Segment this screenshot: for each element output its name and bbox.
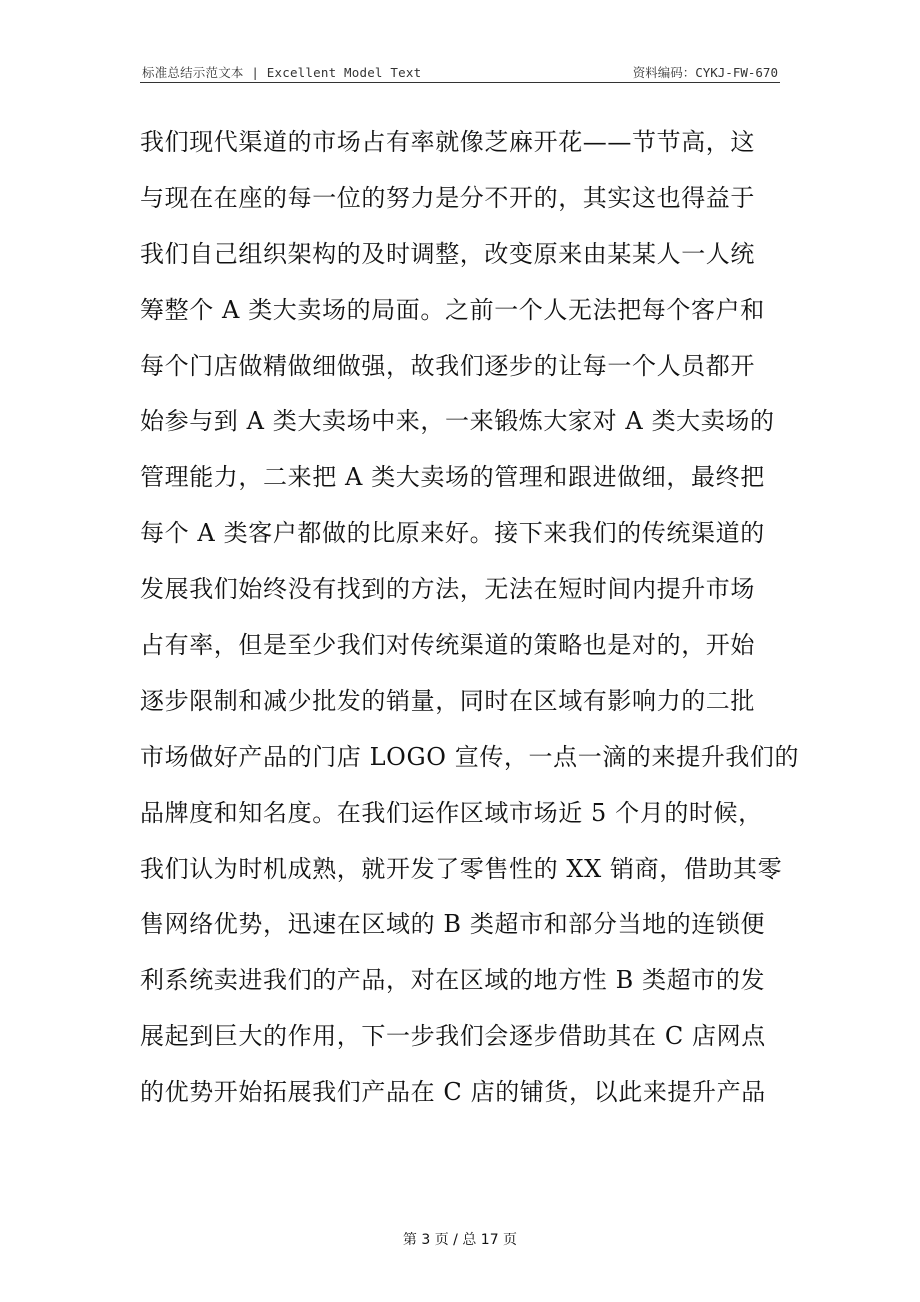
text-line: 我们自己组织架构的及时调整，改变原来由某某人一人统 (140, 239, 755, 268)
text-line: 与现在在座的每一位的努力是分不开的，其实这也得益于 (140, 183, 755, 212)
text-line: 品牌度和知名度。在我们运作区域市场近 5 个月的时候， (140, 798, 763, 827)
body-paragraph (140, 120, 800, 1126)
text-line: 市场做好产品的门店 LOGO 宣传，一点一滴的来提升我们的 (140, 742, 800, 771)
text-line: 占有率，但是至少我们对传统渠道的策略也是对的，开始 (140, 631, 755, 660)
text-line: 利系统卖进我们的产品，对在区域的地方性 B 类超市的发 (140, 966, 766, 995)
text-line: 每个 A 类客户都做的比原来好。接下来我们的传统渠道的 (140, 519, 765, 548)
text-line: 发展我们始终没有找到的方法，无法在短时间内提升市场 (140, 575, 755, 604)
text-line: 的优势开始拓展我们产品在 C 店的铺货，以此来提升产品 (140, 1078, 766, 1107)
text-line: 管理能力，二来把 A 类大卖场的管理和跟进做细，最终把 (140, 463, 765, 492)
page-number: 第 3 页 / 总 17 页 (402, 1232, 518, 1248)
text-line: 售网络优势，迅速在区域的 B 类超市和部分当地的连锁便 (140, 910, 766, 939)
text-line: 始参与到 A 类大卖场中来，一来锻炼大家对 A 类大卖场的 (140, 407, 775, 436)
text-line: 筹整个 A 类大卖场的局面。之前一个人无法把每个客户和 (140, 295, 765, 324)
page-header (140, 58, 780, 83)
text-line: 每个门店做精做细做强，故我们逐步的让每一个人员都开 (140, 351, 755, 380)
text-line: 我们认为时机成熟，就开发了零售性的 XX 销商，借助其零 (140, 854, 783, 883)
text-line: 逐步限制和减少批发的销量，同时在区域有影响力的二批 (140, 686, 755, 715)
text-line: 我们现代渠道的市场占有率就像芝麻开花——节节高，这 (140, 128, 755, 156)
page-footer (0, 1229, 920, 1249)
text-line: 展起到巨大的作用，下一步我们会逐步借助其在 C 店网点 (140, 1022, 766, 1051)
header-title: 标准总结示范文本 | Excellent Model Text (142, 65, 422, 80)
document-code: 资料编码：CYKJ-FW-670 (632, 65, 778, 80)
